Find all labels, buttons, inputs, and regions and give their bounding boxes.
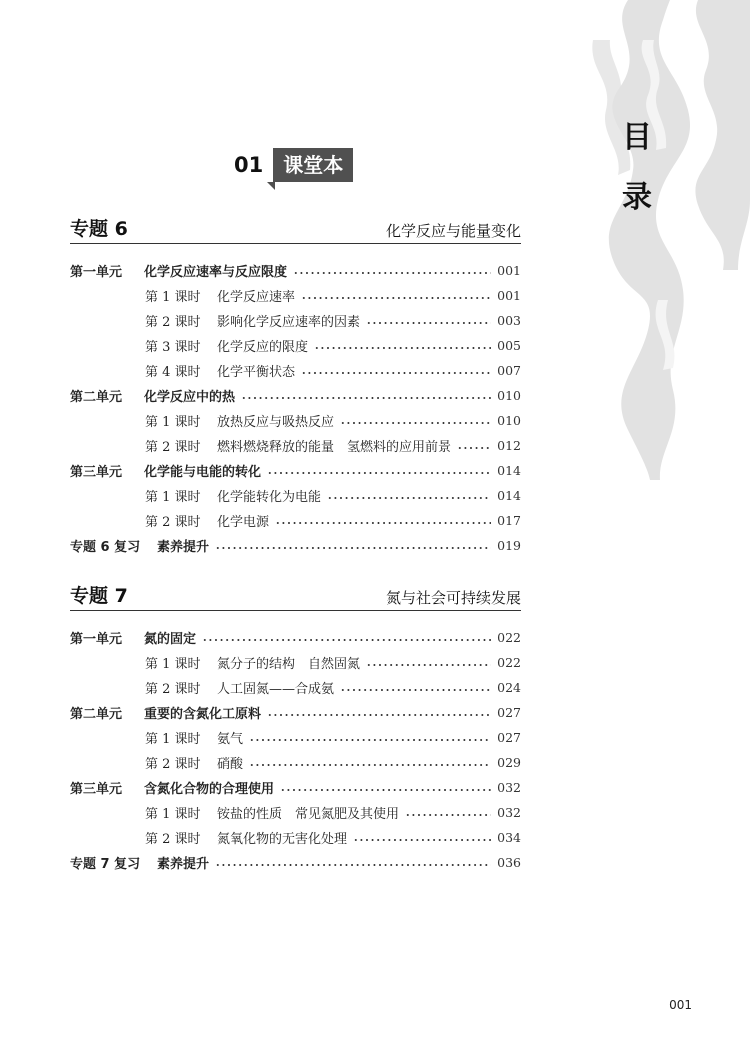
entry-title: 氮氧化物的无害化处理: [217, 832, 348, 847]
entry-page-number: 001: [497, 263, 521, 278]
toc-entry-unit[interactable]: [70, 775, 521, 800]
dot-leader: [249, 764, 491, 766]
toc-entry-lesson[interactable]: [70, 483, 521, 508]
entry-title: 化学平衡状态: [217, 365, 296, 380]
entry-label: 第 1 课时: [145, 415, 201, 430]
entry-page-number: 024: [497, 680, 521, 695]
entry-label: 第 2 课时: [145, 832, 201, 847]
dot-leader: [267, 714, 491, 716]
toc-entry-unit[interactable]: [70, 625, 521, 650]
entry-page-number: 003: [497, 313, 521, 328]
toc-entry-unit[interactable]: [70, 700, 521, 725]
toc-entry-lesson[interactable]: [70, 283, 521, 308]
toc-entry-unit[interactable]: [70, 458, 521, 483]
section-header: [70, 213, 521, 244]
entry-label: 第三单元: [70, 465, 123, 480]
entry-title: 素养提升: [157, 540, 210, 555]
entry-title: 氮的固定: [144, 632, 197, 647]
book-name-tag: 课堂本: [273, 148, 353, 182]
dot-leader: [293, 272, 491, 274]
entry-label: 第 4 课时: [145, 365, 201, 380]
entry-page-number: 022: [497, 630, 521, 645]
entry-page-number: 027: [497, 705, 521, 720]
flame-ornament-decoration: [588, 0, 750, 480]
entry-page-number: 036: [497, 855, 521, 870]
section-title: 化学反应与能量变化: [385, 222, 521, 240]
dot-leader: [275, 522, 491, 524]
entry-page-number: 027: [497, 730, 521, 745]
dot-leader: [215, 864, 491, 866]
dot-leader: [249, 739, 491, 741]
entry-page-number: 007: [497, 363, 521, 378]
entry-title: 氨气: [217, 732, 244, 747]
entry-page-number: 010: [497, 388, 521, 403]
entry-title: 燃料燃烧释放的能量 氢燃料的应用前景: [217, 440, 452, 455]
toc-entry-lesson[interactable]: [70, 800, 521, 825]
entry-page-number: 014: [497, 463, 521, 478]
entry-page-number: 022: [497, 655, 521, 670]
toc-section-1: [70, 213, 521, 558]
toc-entry-review[interactable]: [70, 850, 521, 875]
entry-label: 第 3 课时: [145, 340, 201, 355]
entry-label: 第 1 课时: [145, 657, 201, 672]
dot-leader: [327, 497, 491, 499]
entry-label: 第一单元: [70, 632, 123, 647]
toc-entry-lesson[interactable]: [70, 308, 521, 333]
entry-label: 第 2 课时: [145, 682, 201, 697]
toc-entry-lesson[interactable]: [70, 750, 521, 775]
entry-title: 铵盐的性质 常见氮肥及其使用: [217, 807, 400, 822]
side-title-char-2: 录: [622, 180, 652, 215]
dot-leader: [457, 447, 491, 449]
entry-page-number: 010: [497, 413, 521, 428]
entry-page-number: 029: [497, 755, 521, 770]
side-title-char-1: 目: [622, 120, 652, 155]
entry-title: 重要的含氮化工原料: [144, 707, 262, 722]
entry-title: 化学反应速率: [217, 290, 296, 305]
section-number: 专题 6: [70, 218, 128, 240]
entry-title: 放热反应与吸热反应: [217, 415, 335, 430]
entry-page-number: 005: [497, 338, 521, 353]
entry-label: 第 1 课时: [145, 732, 201, 747]
dot-leader: [340, 689, 491, 691]
entry-page-number: 001: [497, 288, 521, 303]
toc-list: [70, 258, 521, 558]
entry-label: 第二单元: [70, 707, 123, 722]
dot-leader: [366, 322, 491, 324]
toc-entry-lesson[interactable]: [70, 433, 521, 458]
toc-section-2: [70, 580, 521, 875]
entry-title: 含氮化合物的合理使用: [144, 782, 275, 797]
dot-leader: [202, 639, 491, 641]
page-number: 001: [669, 998, 692, 1012]
toc-list: [70, 625, 521, 875]
dot-leader: [353, 839, 491, 841]
entry-page-number: 017: [497, 513, 521, 528]
entry-page-number: 012: [497, 438, 521, 453]
entry-title: 化学能与电能的转化: [144, 465, 262, 480]
book-number: 01: [234, 153, 264, 177]
entry-label: 专题 6 复习: [70, 540, 141, 555]
entry-label: 第 2 课时: [145, 315, 201, 330]
entry-label: 第一单元: [70, 265, 123, 280]
toc-entry-lesson[interactable]: [70, 333, 521, 358]
entry-title: 素养提升: [157, 857, 210, 872]
toc-entry-lesson[interactable]: [70, 825, 521, 850]
entry-page-number: 014: [497, 488, 521, 503]
entry-label: 第 2 课时: [145, 440, 201, 455]
entry-title: 化学电源: [217, 515, 270, 530]
dot-leader: [314, 347, 491, 349]
entry-page-number: 032: [497, 805, 521, 820]
entry-title: 氮分子的结构 自然固氮: [217, 657, 361, 672]
toc-entry-lesson[interactable]: [70, 725, 521, 750]
dot-leader: [340, 422, 491, 424]
entry-label: 第 2 课时: [145, 515, 201, 530]
dot-leader: [215, 547, 491, 549]
entry-page-number: 032: [497, 780, 521, 795]
entry-title: 人工固氮——合成氨: [217, 682, 335, 697]
entry-label: 专题 7 复习: [70, 857, 141, 872]
section-number: 专题 7: [70, 585, 128, 607]
entry-label: 第 2 课时: [145, 757, 201, 772]
entry-page-number: 034: [497, 830, 521, 845]
entry-title: 影响化学反应速率的因素: [217, 315, 361, 330]
toc-entry-unit[interactable]: [70, 383, 521, 408]
entry-label: 第二单元: [70, 390, 123, 405]
toc-entry-lesson[interactable]: [70, 675, 521, 700]
dot-leader: [267, 472, 491, 474]
toc-entry-lesson[interactable]: [70, 650, 521, 675]
section-title: 氮与社会可持续发展: [385, 589, 521, 607]
dot-leader: [301, 297, 491, 299]
toc-entry-lesson[interactable]: [70, 508, 521, 533]
toc-entry-lesson[interactable]: [70, 358, 521, 383]
toc-entry-lesson[interactable]: [70, 408, 521, 433]
book-label: [234, 148, 353, 182]
toc-entry-review[interactable]: [70, 533, 521, 558]
dot-leader: [241, 397, 491, 399]
entry-title: 化学反应速率与反应限度: [144, 265, 288, 280]
dot-leader: [366, 664, 491, 666]
toc-entry-unit[interactable]: [70, 258, 521, 283]
entry-label: 第三单元: [70, 782, 123, 797]
entry-title: 化学反应的限度: [217, 340, 309, 355]
dot-leader: [280, 789, 491, 791]
entry-label: 第 1 课时: [145, 290, 201, 305]
entry-label: 第 1 课时: [145, 807, 201, 822]
entry-title: 化学反应中的热: [144, 390, 236, 405]
dot-leader: [405, 814, 491, 816]
entry-title: 硝酸: [217, 757, 244, 772]
dot-leader: [301, 372, 491, 374]
entry-label: 第 1 课时: [145, 490, 201, 505]
section-header: [70, 580, 521, 611]
entry-title: 化学能转化为电能: [217, 490, 322, 505]
entry-page-number: 019: [497, 538, 521, 553]
